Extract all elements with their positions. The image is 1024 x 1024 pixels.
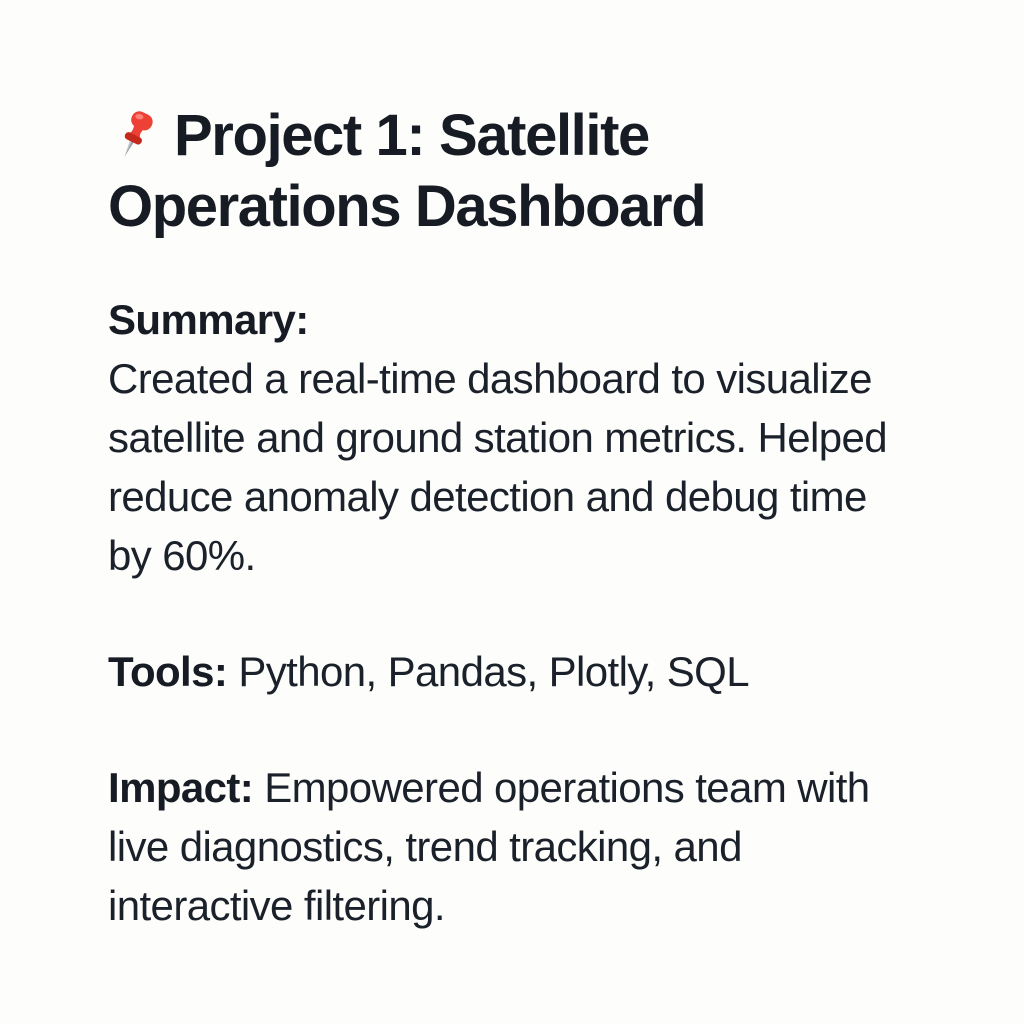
summary-label: Summary: xyxy=(108,296,309,343)
summary-text: Created a real-time dashboard to visualize satellite and ground station metrics. Helped reduce anomaly detection and debug time by 60%. xyxy=(108,355,888,579)
section-tools xyxy=(108,642,912,701)
impact-label: Impact: xyxy=(108,764,254,811)
page-title xyxy=(108,100,912,242)
impact-text: Empowered operations team with live diagnostics, trend tracking, and interactive filtering. xyxy=(108,764,870,929)
pin-head xyxy=(129,109,156,133)
tools-label: Tools: xyxy=(108,648,228,695)
section-summary xyxy=(108,290,912,585)
pushpin-icon xyxy=(108,106,162,164)
tools-text: Python, Pandas, Plotly, SQL xyxy=(238,648,749,695)
document-content xyxy=(108,100,912,992)
section-impact xyxy=(108,758,912,935)
page-title-text: Project 1: Satellite Operations Dashboard xyxy=(108,103,706,239)
